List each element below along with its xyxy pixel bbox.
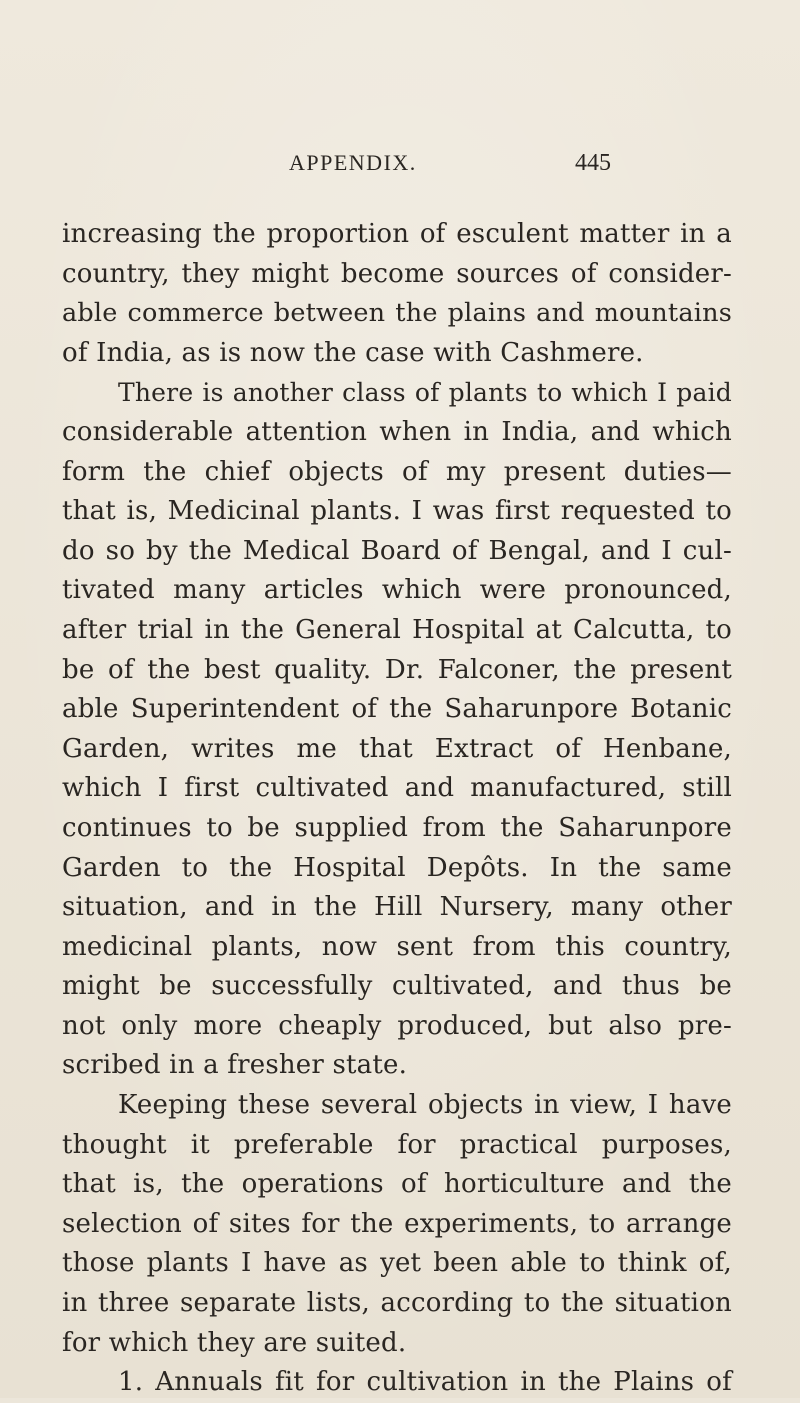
text-line: continues to be supplied from the Saharunpore xyxy=(62,812,732,843)
body-text xyxy=(62,215,732,1403)
text-line: be of the best quality. Dr. Falconer, the present xyxy=(62,654,732,685)
text-line: Garden, writes me that Extract of Henbane, xyxy=(62,733,732,764)
running-head: APPENDIX. xyxy=(289,150,417,175)
text-line: 1. Annuals fit for cultivation in the Plains of xyxy=(118,1367,732,1398)
text-line: form the chief objects of my present duties— xyxy=(62,456,732,487)
text-line: do so by the Medical Board of Bengal, and I cul- xyxy=(62,535,732,566)
text-line: scribed in a fresher state. xyxy=(62,1050,408,1081)
page-header xyxy=(0,150,800,190)
text-line: thought it preferable for practical purposes, xyxy=(62,1129,732,1160)
text-line: able Superintendent of the Saharunpore Botanic xyxy=(62,694,732,725)
text-line: that is, Medicinal plants. I was first requested to xyxy=(62,496,732,527)
text-line: considerable attention when in India, and which xyxy=(62,416,732,447)
text-line: situation, and in the Hill Nursery, many other xyxy=(62,892,732,923)
text-line: increasing the proportion of esculent matter in a xyxy=(62,219,732,249)
text-line: Keeping these several objects in view, I have xyxy=(118,1090,732,1121)
text-line: selection of sites for the experiments, to arrange xyxy=(62,1208,732,1239)
text-line: which I first cultivated and manufactured, still xyxy=(62,773,732,804)
text-line: able commerce between the plains and mountains xyxy=(62,298,732,329)
text-line: that is, the operations of horticulture and the xyxy=(62,1169,732,1200)
text-line: of India, as is now the case with Cashmere. xyxy=(62,337,644,368)
text-line: tivated many articles which were pronounced, xyxy=(62,575,732,606)
text-line: not only more cheaply produced, but also pre- xyxy=(62,1010,732,1041)
text-line: for which they are suited. xyxy=(62,1327,407,1358)
text-line: Garden to the Hospital Depôts. In the same xyxy=(62,852,732,883)
page-number: 445 xyxy=(575,150,611,176)
text-line: those plants I have as yet been able to think of, xyxy=(62,1248,732,1279)
text-line: might be successfully cultivated, and thus be xyxy=(62,971,732,1002)
text-line: in three separate lists, according to the situation xyxy=(62,1288,732,1319)
text-line: There is another class of plants to which I paid xyxy=(118,378,732,408)
text-line: country, they might become sources of consider- xyxy=(62,258,732,289)
text-line: after trial in the General Hospital at Calcutta, to xyxy=(62,614,732,645)
text-line: medicinal plants, now sent from this country, xyxy=(62,931,732,962)
